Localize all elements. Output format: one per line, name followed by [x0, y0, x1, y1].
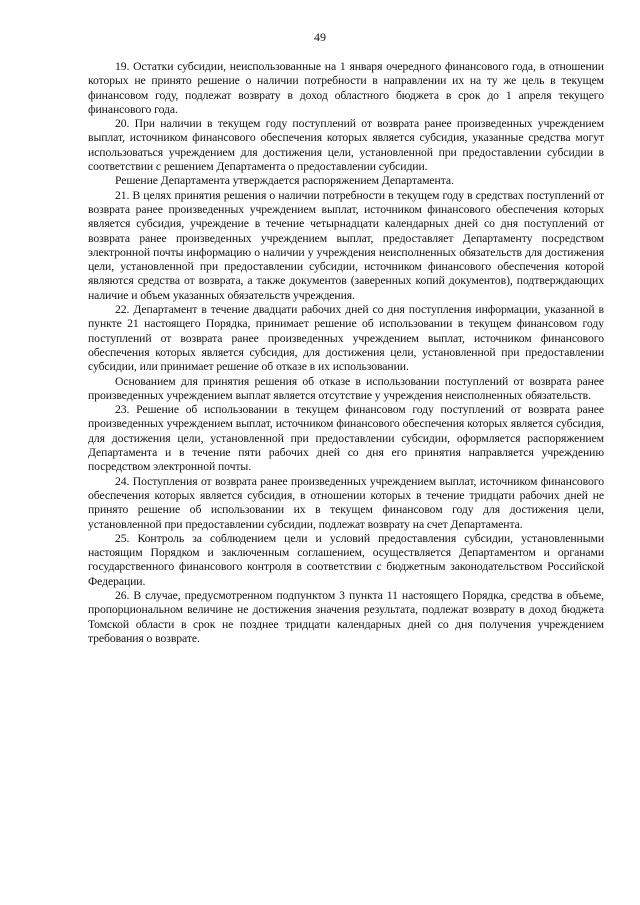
paragraph-20: 20. При наличии в текущем году поступлений от возврата ранее произведенных учреждением выплат, источником финансового обеспечения которых является субсидия, указанные средства могут использоваться учреждением для достижения цели, установленной при предоставлении субсидии в соответствии с решением Департамента о предоставлении субсидии.	[88, 117, 604, 174]
page-number: 49	[314, 30, 326, 44]
paragraph-19: 19. Остатки субсидии, неиспользованные на 1 января очередного финансового года, в отношении которых не принято решение о наличии потребности в направлении их на ту же цель в текущем финансовом году, подлежат возврату в доход областного бюджета в срок до 1 апреля текущего финансового года.	[88, 60, 604, 116]
paragraph-26: 26. В случае, предусмотренном подпунктом 3 пункта 11 настоящего Порядка, средства в объеме, пропорциональном величине не достижения значения результата, подлежат возврату в доход бюджета Томской области в срок не позднее тридцати календарных дней со дня получения учреждением требования о возврате.	[88, 588, 604, 645]
paragraph-22: 22. Департамент в течение двадцати рабочих дней со дня поступления информации, указанной в пункте 21 настоящего Порядка, принимает решение об использовании в текущем финансовом году поступлений от возврата ранее произведенных учреждением выплат, источником финансового обеспечения которых является субсидия, для достижения цели, установленной при предоставлении субсидии, или принимает решение об отказе в их использовании.	[88, 303, 604, 374]
paragraph-24: 24. Поступления от возврата ранее произведенных учреждением выплат, источником финансового обеспечения которых является субсидия, в отношении которых в течение тридцати рабочих дней не принято решение об использовании их в текущем финансовом году для достижения цели, установленной при предоставлении субсидии, подлежат возврату на счет Департамента.	[88, 474, 604, 531]
paragraph-21: 21. В целях принятия решения о наличии потребности в текущем году в средствах поступлений от возврата ранее произведенных учреждением выплат, источником финансового обеспечения которых является субсидия, учреждение в течение четырнадцати календарных дней со дня поступлений от возврата ранее произведенных учреждением выплат, предоставляет Департаменту посредством электронной почты информацию о наличии у учреждения неисполненных обязательств для достижения цели, установленной при предоставлении субсидии, источником финансового обеспечения которой являются средства от возврата, а также документов (заверенных копий документов), подтверждающих наличие и объем указанных обязательств учреждения.	[88, 188, 604, 302]
paragraph-22-refusal-basis: Основанием для принятия решения об отказе в использовании поступлений от возврата ранее произведенных учреждением выплат является отсутствие у учреждения неисполненных обязательств.	[88, 374, 604, 402]
document-body	[88, 60, 604, 646]
paragraph-23: 23. Решение об использовании в текущем финансовом году поступлений от возврата ранее произведенных учреждением выплат, источником финансового обеспечения которых является субсидия, для достижения цели, установленной при предоставлении субсидии, оформляется распоряжением Департамента и в течение пяти рабочих дней со дня его принятия направляется учреждению посредством электронной почты.	[88, 403, 604, 474]
paragraph-20-decision: Решение Департамента утверждается распоряжением Департамента.	[115, 174, 454, 188]
paragraph-25: 25. Контроль за соблюдением цели и условий предоставления субсидии, установленными настоящим Порядком и заключенным соглашением, осуществляется Департаментом и органами государственного финансового контроля в соответствии с бюджетным законодательством Российской Федерации.	[88, 531, 604, 588]
